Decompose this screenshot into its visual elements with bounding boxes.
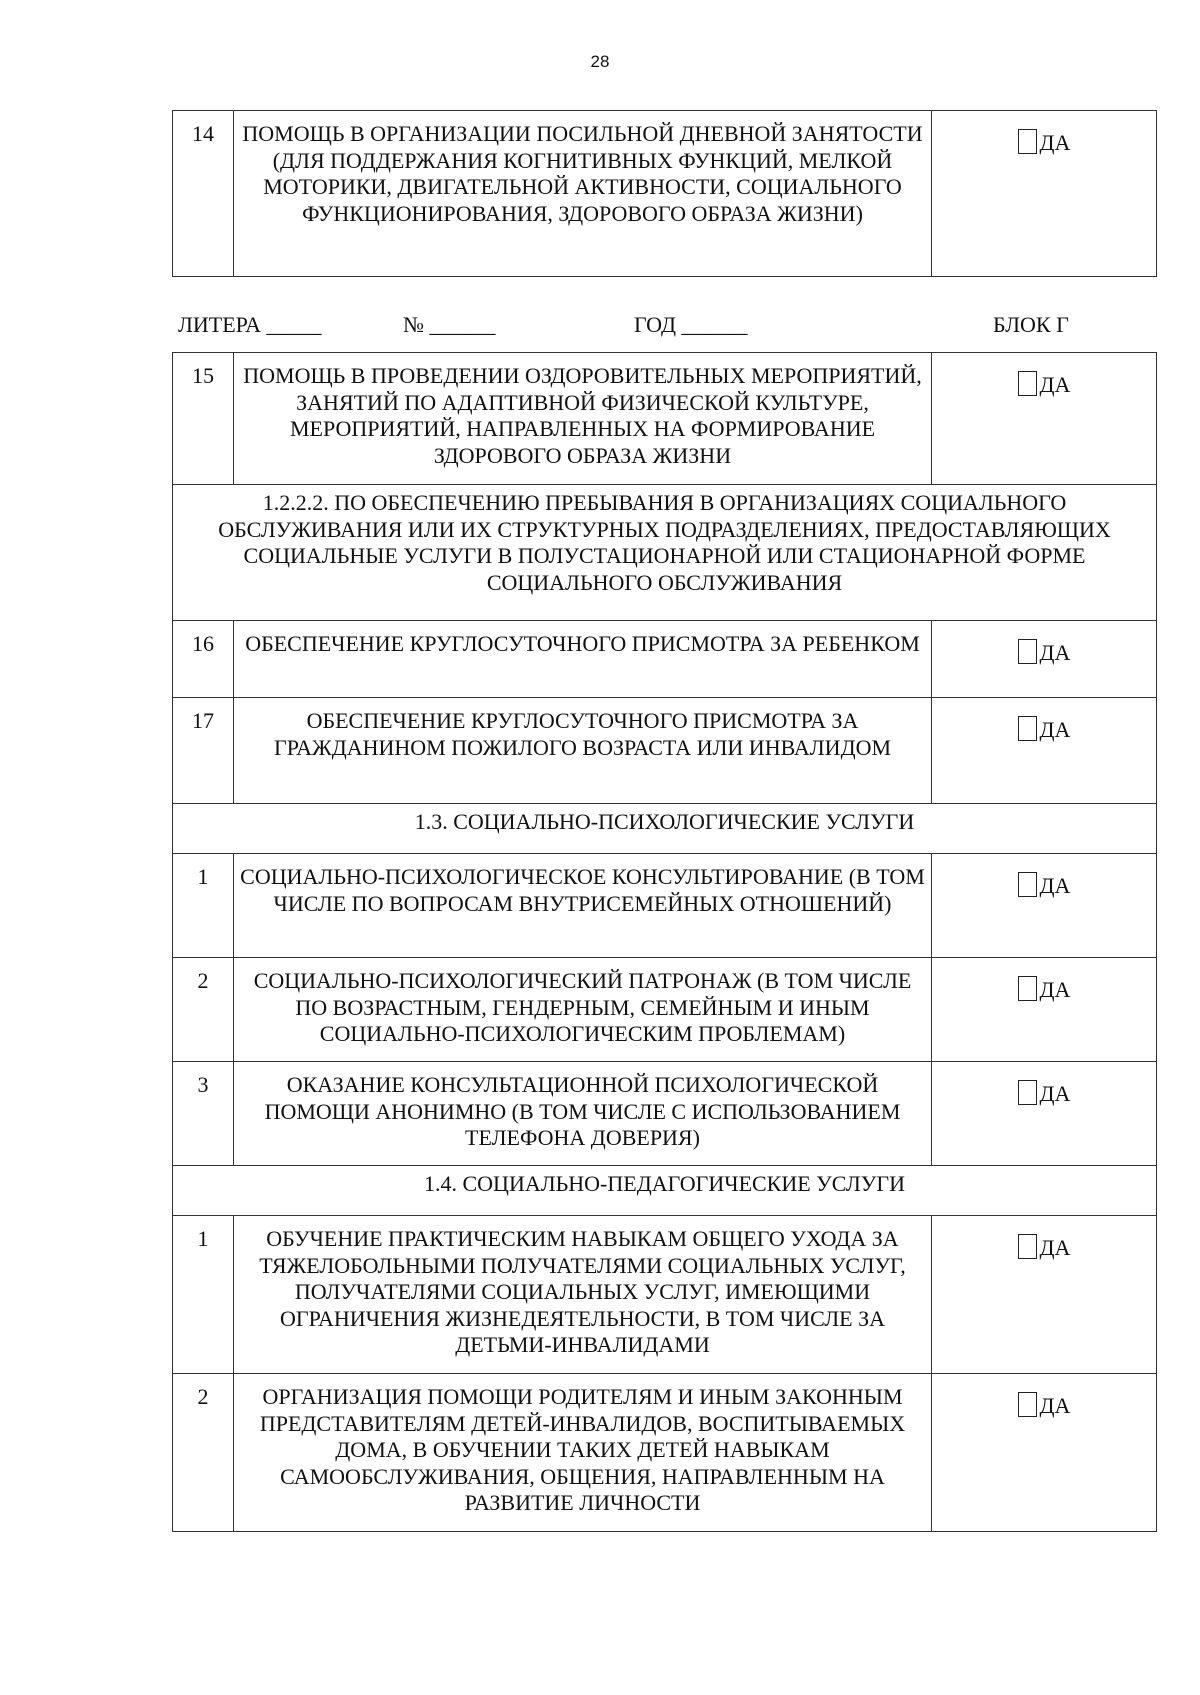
checkbox-cell[interactable] [932,353,1157,485]
table-row [173,1062,1157,1166]
table-row [173,958,1157,1062]
service-description: ОБУЧЕНИЕ ПРАКТИЧЕСКИМ НАВЫКАМ ОБЩЕГО УХОДА ЗА ТЯЖЕЛОБОЛЬНЫМИ ПОЛУЧАТЕЛЯМИ СОЦИАЛЬНЫХ УСЛУГ, ПОЛУЧАТЕЛЯМИ СОЦИАЛЬНЫХ УСЛУГ, ИМЕЮЩИМИ ОГРАНИЧЕНИЯ ЖИЗНЕДЕЯТЕЛЬНОСТИ, В ТОМ ЧИСЛЕ ЗА ДЕТЬМИ-ИНВАЛИДАМИ [234,1216,932,1374]
checkbox-label: ДА [1039,640,1071,665]
checkbox-label: ДА [1039,873,1071,898]
checkbox-square-icon[interactable] [1018,1392,1037,1417]
section-heading: 1.2.2.2. ПО ОБЕСПЕЧЕНИЮ ПРЕБЫВАНИЯ В ОРГАНИЗАЦИЯХ СОЦИАЛЬНОГО ОБСЛУЖИВАНИЯ ИЛИ ИХ СТРУКТУРНЫХ ПОДРАЗДЕЛЕНИЯХ, ПРЕДОСТАВЛЯЮЩИХ СОЦИАЛЬНЫЕ УСЛУГИ В ПОЛУСТАЦИОНАРНОЙ ИЛИ СТАЦИОНАРНОЙ ФОРМЕ СОЦИАЛЬНОГО ОБСЛУЖИВАНИЯ [173,485,1157,621]
da-checkbox[interactable] [1018,371,1071,396]
year-field: ГОД ______ [634,312,748,337]
table-row [173,698,1157,804]
service-description: СОЦИАЛЬНО-ПСИХОЛОГИЧЕСКОЕ КОНСУЛЬТИРОВАНИЕ (В ТОМ ЧИСЛЕ ПО ВОПРОСАМ ВНУТРИСЕМЕЙНЫХ ОТНОШЕНИЙ) [234,854,932,958]
checkbox-cell[interactable] [932,111,1157,277]
checkbox-label: ДА [1039,977,1071,1002]
section-row [173,485,1157,621]
row-number: 17 [173,698,234,804]
table-row [173,1374,1157,1532]
da-checkbox[interactable] [1018,1080,1071,1105]
checkbox-square-icon[interactable] [1018,1080,1037,1105]
service-description: ОРГАНИЗАЦИЯ ПОМОЩИ РОДИТЕЛЯМ И ИНЫМ ЗАКОННЫМ ПРЕДСТАВИТЕЛЯМ ДЕТЕЙ-ИНВАЛИДОВ, ВОСПИТЫВАЕМЫХ ДОМА, В ОБУЧЕНИИ ТАКИХ ДЕТЕЙ НАВЫКАМ САМООБСЛУЖИВАНИЯ, ОБЩЕНИЯ, НАПРАВЛЕННЫМ НА РАЗВИТИЕ ЛИЧНОСТИ [234,1374,932,1532]
checkbox-cell[interactable] [932,854,1157,958]
section-heading: 1.3. СОЦИАЛЬНО-ПСИХОЛОГИЧЕСКИЕ УСЛУГИ [173,804,1157,854]
checkbox-cell[interactable] [932,958,1157,1062]
table-row [173,353,1157,485]
form-header-line [178,312,1080,340]
service-description: ПОМОЩЬ В ОРГАНИЗАЦИИ ПОСИЛЬНОЙ ДНЕВНОЙ ЗАНЯТОСТИ (ДЛЯ ПОДДЕРЖАНИЯ КОГНИТИВНЫХ ФУНКЦИЙ, МЕЛКОЙ МОТОРИКИ, ДВИГАТЕЛЬНОЙ АКТИВНОСТИ, СОЦИАЛЬНОГО ФУНКЦИОНИРОВАНИЯ, ЗДОРОВОГО ОБРАЗА ЖИЗНИ) [234,111,932,277]
services-table [172,352,1157,1532]
service-description: ОБЕСПЕЧЕНИЕ КРУГЛОСУТОЧНОГО ПРИСМОТРА ЗА ГРАЖДАНИНОМ ПОЖИЛОГО ВОЗРАСТА ИЛИ ИНВАЛИДОМ [234,698,932,804]
da-checkbox[interactable] [1018,639,1071,664]
checkbox-square-icon[interactable] [1018,716,1037,741]
checkbox-cell[interactable] [932,698,1157,804]
da-checkbox[interactable] [1018,1392,1071,1417]
table-row [173,111,1157,277]
section-row [173,804,1157,854]
checkbox-cell[interactable] [932,1216,1157,1374]
checkbox-square-icon[interactable] [1018,976,1037,1001]
row-number: 2 [173,1374,234,1532]
checkbox-square-icon[interactable] [1018,371,1037,396]
checkbox-label: ДА [1039,130,1071,155]
checkbox-label: ДА [1039,1393,1071,1418]
da-checkbox[interactable] [1018,976,1071,1001]
table-row [173,854,1157,958]
section-row [173,1166,1157,1216]
services-table-top [172,110,1157,277]
row-number: 2 [173,958,234,1062]
row-number: 3 [173,1062,234,1166]
row-number: 14 [173,111,234,277]
da-checkbox[interactable] [1018,872,1071,897]
table-row [173,1216,1157,1374]
checkbox-label: ДА [1039,717,1071,742]
table-row [173,621,1157,698]
number-field: № ______ [403,312,496,337]
row-number: 1 [173,1216,234,1374]
checkbox-label: ДА [1039,1081,1071,1106]
checkbox-square-icon[interactable] [1018,1234,1037,1259]
checkbox-label: ДА [1039,372,1071,397]
checkbox-square-icon[interactable] [1018,872,1037,897]
checkbox-cell[interactable] [932,621,1157,698]
block-label: БЛОК Г [993,312,1069,337]
checkbox-square-icon[interactable] [1018,639,1037,664]
checkbox-square-icon[interactable] [1018,129,1037,154]
litera-field: ЛИТЕРА _____ [178,312,322,337]
service-description: ОКАЗАНИЕ КОНСУЛЬТАЦИОННОЙ ПСИХОЛОГИЧЕСКОЙ ПОМОЩИ АНОНИМНО (В ТОМ ЧИСЛЕ С ИСПОЛЬЗОВАНИЕМ ТЕЛЕФОНА ДОВЕРИЯ) [234,1062,932,1166]
row-number: 1 [173,854,234,958]
checkbox-cell[interactable] [932,1374,1157,1532]
da-checkbox[interactable] [1018,716,1071,741]
row-number: 15 [173,353,234,485]
service-description: СОЦИАЛЬНО-ПСИХОЛОГИЧЕСКИЙ ПАТРОНАЖ (В ТОМ ЧИСЛЕ ПО ВОЗРАСТНЫМ, ГЕНДЕРНЫМ, СЕМЕЙНЫМ И ИНЫМ СОЦИАЛЬНО-ПСИХОЛОГИЧЕСКИМ ПРОБЛЕМАМ) [234,958,932,1062]
row-number: 16 [173,621,234,698]
checkbox-label: ДА [1039,1235,1071,1260]
da-checkbox[interactable] [1018,1234,1071,1259]
section-heading: 1.4. СОЦИАЛЬНО-ПЕДАГОГИЧЕСКИЕ УСЛУГИ [173,1166,1157,1216]
service-description: ОБЕСПЕЧЕНИЕ КРУГЛОСУТОЧНОГО ПРИСМОТРА ЗА РЕБЕНКОМ [234,621,932,698]
page-number: 28 [590,52,610,71]
service-description: ПОМОЩЬ В ПРОВЕДЕНИИ ОЗДОРОВИТЕЛЬНЫХ МЕРОПРИЯТИЙ, ЗАНЯТИЙ ПО АДАПТИВНОЙ ФИЗИЧЕСКОЙ КУЛЬТУРЕ, МЕРОПРИЯТИЙ, НАПРАВЛЕННЫХ НА ФОРМИРОВАНИЕ ЗДОРОВОГО ОБРАЗА ЖИЗНИ [234,353,932,485]
checkbox-cell[interactable] [932,1062,1157,1166]
da-checkbox[interactable] [1018,129,1071,154]
